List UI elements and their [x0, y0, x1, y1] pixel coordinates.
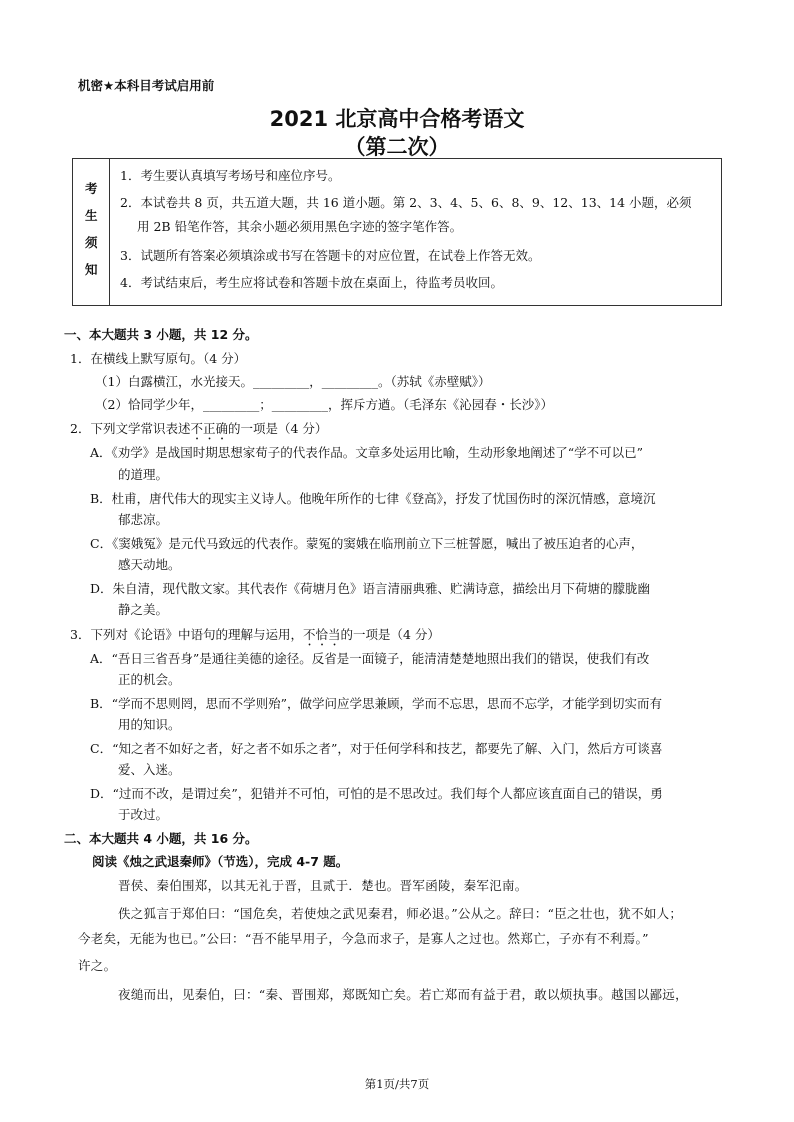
q3-emphasis: 不恰当 — [302, 627, 341, 642]
q3-stem: 3．下列对《论语》中语句的理解与运用，不恰当的一项是（4 分） — [70, 627, 440, 642]
q2-option-b-cont: 郁悲凉。 — [118, 512, 169, 527]
q2-option-a: A．《劝学》是战国时期思想家荀子的代表作品。文章多处运用比喻，生动形象地阐述了“学不可以已” — [90, 445, 644, 460]
q2-option-b: B．杜甫，唐代伟大的现实主义诗人。他晚年所作的七律《登高》，抒发了忧国伤时的深沉情感，意境沉 — [90, 491, 656, 506]
q1-line1: （1）白露横江，水光接天。_________，_________。（苏轼《赤壁赋》） — [95, 374, 491, 389]
q2-emphasis: 不正确 — [190, 421, 228, 436]
q1-stem: 1．在横线上默写原句。（4 分） — [70, 351, 247, 366]
notice-item: 3．试题所有答案必须填涂或书写在答题卡的对应位置，在试卷上作答无效。 — [120, 248, 541, 263]
classical-paragraph: 今老矣，无能为也已。”公曰：“吾不能早用子，今急而求子，是寡人之过也。然郑亡，子亦有不利焉。” — [78, 931, 649, 946]
q2-option-d: D．朱自清，现代散文家。其代表作《荷塘月色》语言清丽典雅、贮满诗意，描绘出月下荷塘的朦胧幽 — [90, 581, 651, 596]
page-number: 第1页/共7页 — [364, 1077, 430, 1091]
q3-option-a: A．“吾日三省吾身”是通往美德的途径。反省是一面镜子，能清清楚楚地照出我们的错误，使我们有改 — [90, 651, 650, 666]
notice-label-char: 考 — [85, 181, 98, 196]
q3-option-d-cont: 于改过。 — [118, 807, 169, 822]
classical-paragraph: 晋侯、秦伯围郑，以其无礼于晋，且贰于．楚也。晋军函陵，秦军氾南。 — [118, 878, 528, 893]
q3-option-c-cont: 爱、入迷。 — [118, 762, 181, 777]
notice-label — [73, 159, 110, 305]
q1-line2: （2）恰同学少年，_________；_________，挥斥方遒。（毛泽东《沁园春・长沙》） — [95, 397, 553, 412]
notice-label-char: 须 — [85, 235, 98, 250]
confidential-label: 机密★本科目考试启用前 — [78, 78, 215, 93]
q2-option-c: C．《窦娥冤》是元代马致远的代表作。蒙冤的窦娥在临刑前立下三桩誓愿，喊出了被压迫者的心声， — [90, 536, 644, 551]
q3-option-b-cont: 用的知识。 — [118, 717, 181, 732]
q3-option-d: D．“过而不改，是谓过矣”，犯错并不可怕，可怕的是不思改过。我们每个人都应该直面自己的错误，勇 — [90, 786, 663, 801]
candidate-notice-box — [72, 158, 722, 306]
classical-paragraph: 许之。 — [78, 958, 117, 973]
classical-paragraph: 夜缒而出，见秦伯，曰：“秦、晋围郑，郑既知亡矣。若亡郑而有益于君，敢以烦执事。越国以鄙远， — [118, 987, 688, 1002]
reading-intro: 阅读《烛之武退秦师》（节选），完成 4-7 题。 — [92, 854, 349, 869]
notice-item: 2．本试卷共 8 页，共五道大题，共 16 道小题。第 2、3、4、5、6、8、9、12、13、14 小题，必须 — [120, 195, 692, 210]
notice-item: 1．考生要认真填写考场号和座位序号。 — [120, 168, 341, 183]
notice-item: 4．考试结束后，考生应将试卷和答题卡放在桌面上，待监考员收回。 — [120, 275, 503, 290]
exam-subtitle: （第二次） — [344, 135, 450, 159]
section2-heading: 二、本大题共 4 小题，共 16 分。 — [64, 831, 258, 846]
exam-title: 2021 北京高中合格考语文 — [269, 107, 525, 131]
q2-option-a-cont: 的道理。 — [118, 467, 169, 482]
q2-option-d-cont: 静之美。 — [118, 602, 169, 617]
notice-item: 用 2B 铅笔作答，其余小题必须用黑色字迹的签字笔作答。 — [137, 219, 463, 234]
q3-option-a-cont: 正的机会。 — [118, 672, 181, 687]
notice-label-char: 生 — [85, 208, 98, 223]
notice-label-char: 知 — [85, 262, 98, 277]
q2-stem: 2．下列文学常识表述不正确的一项是（4 分） — [70, 421, 328, 436]
q3-option-b: B．“学而不思则罔，思而不学则殆”，做学问应学思兼顾，学而不忘思，思而不忘学，才能学到切实而有 — [90, 696, 662, 711]
q3-option-c: C．“知之者不如好之者，好之者不如乐之者”，对于任何学科和技艺，都要先了解、入门，然后方可谈喜 — [90, 741, 663, 756]
q2-option-c-cont: 感天动地。 — [118, 557, 181, 572]
section1-heading: 一、本大题共 3 小题，共 12 分。 — [64, 327, 258, 342]
classical-paragraph: 佚之狐言于郑伯曰：“国危矣，若使烛之武见秦君，师必退。”公从之。辞曰：“臣之壮也，犹不如人； — [118, 906, 683, 921]
